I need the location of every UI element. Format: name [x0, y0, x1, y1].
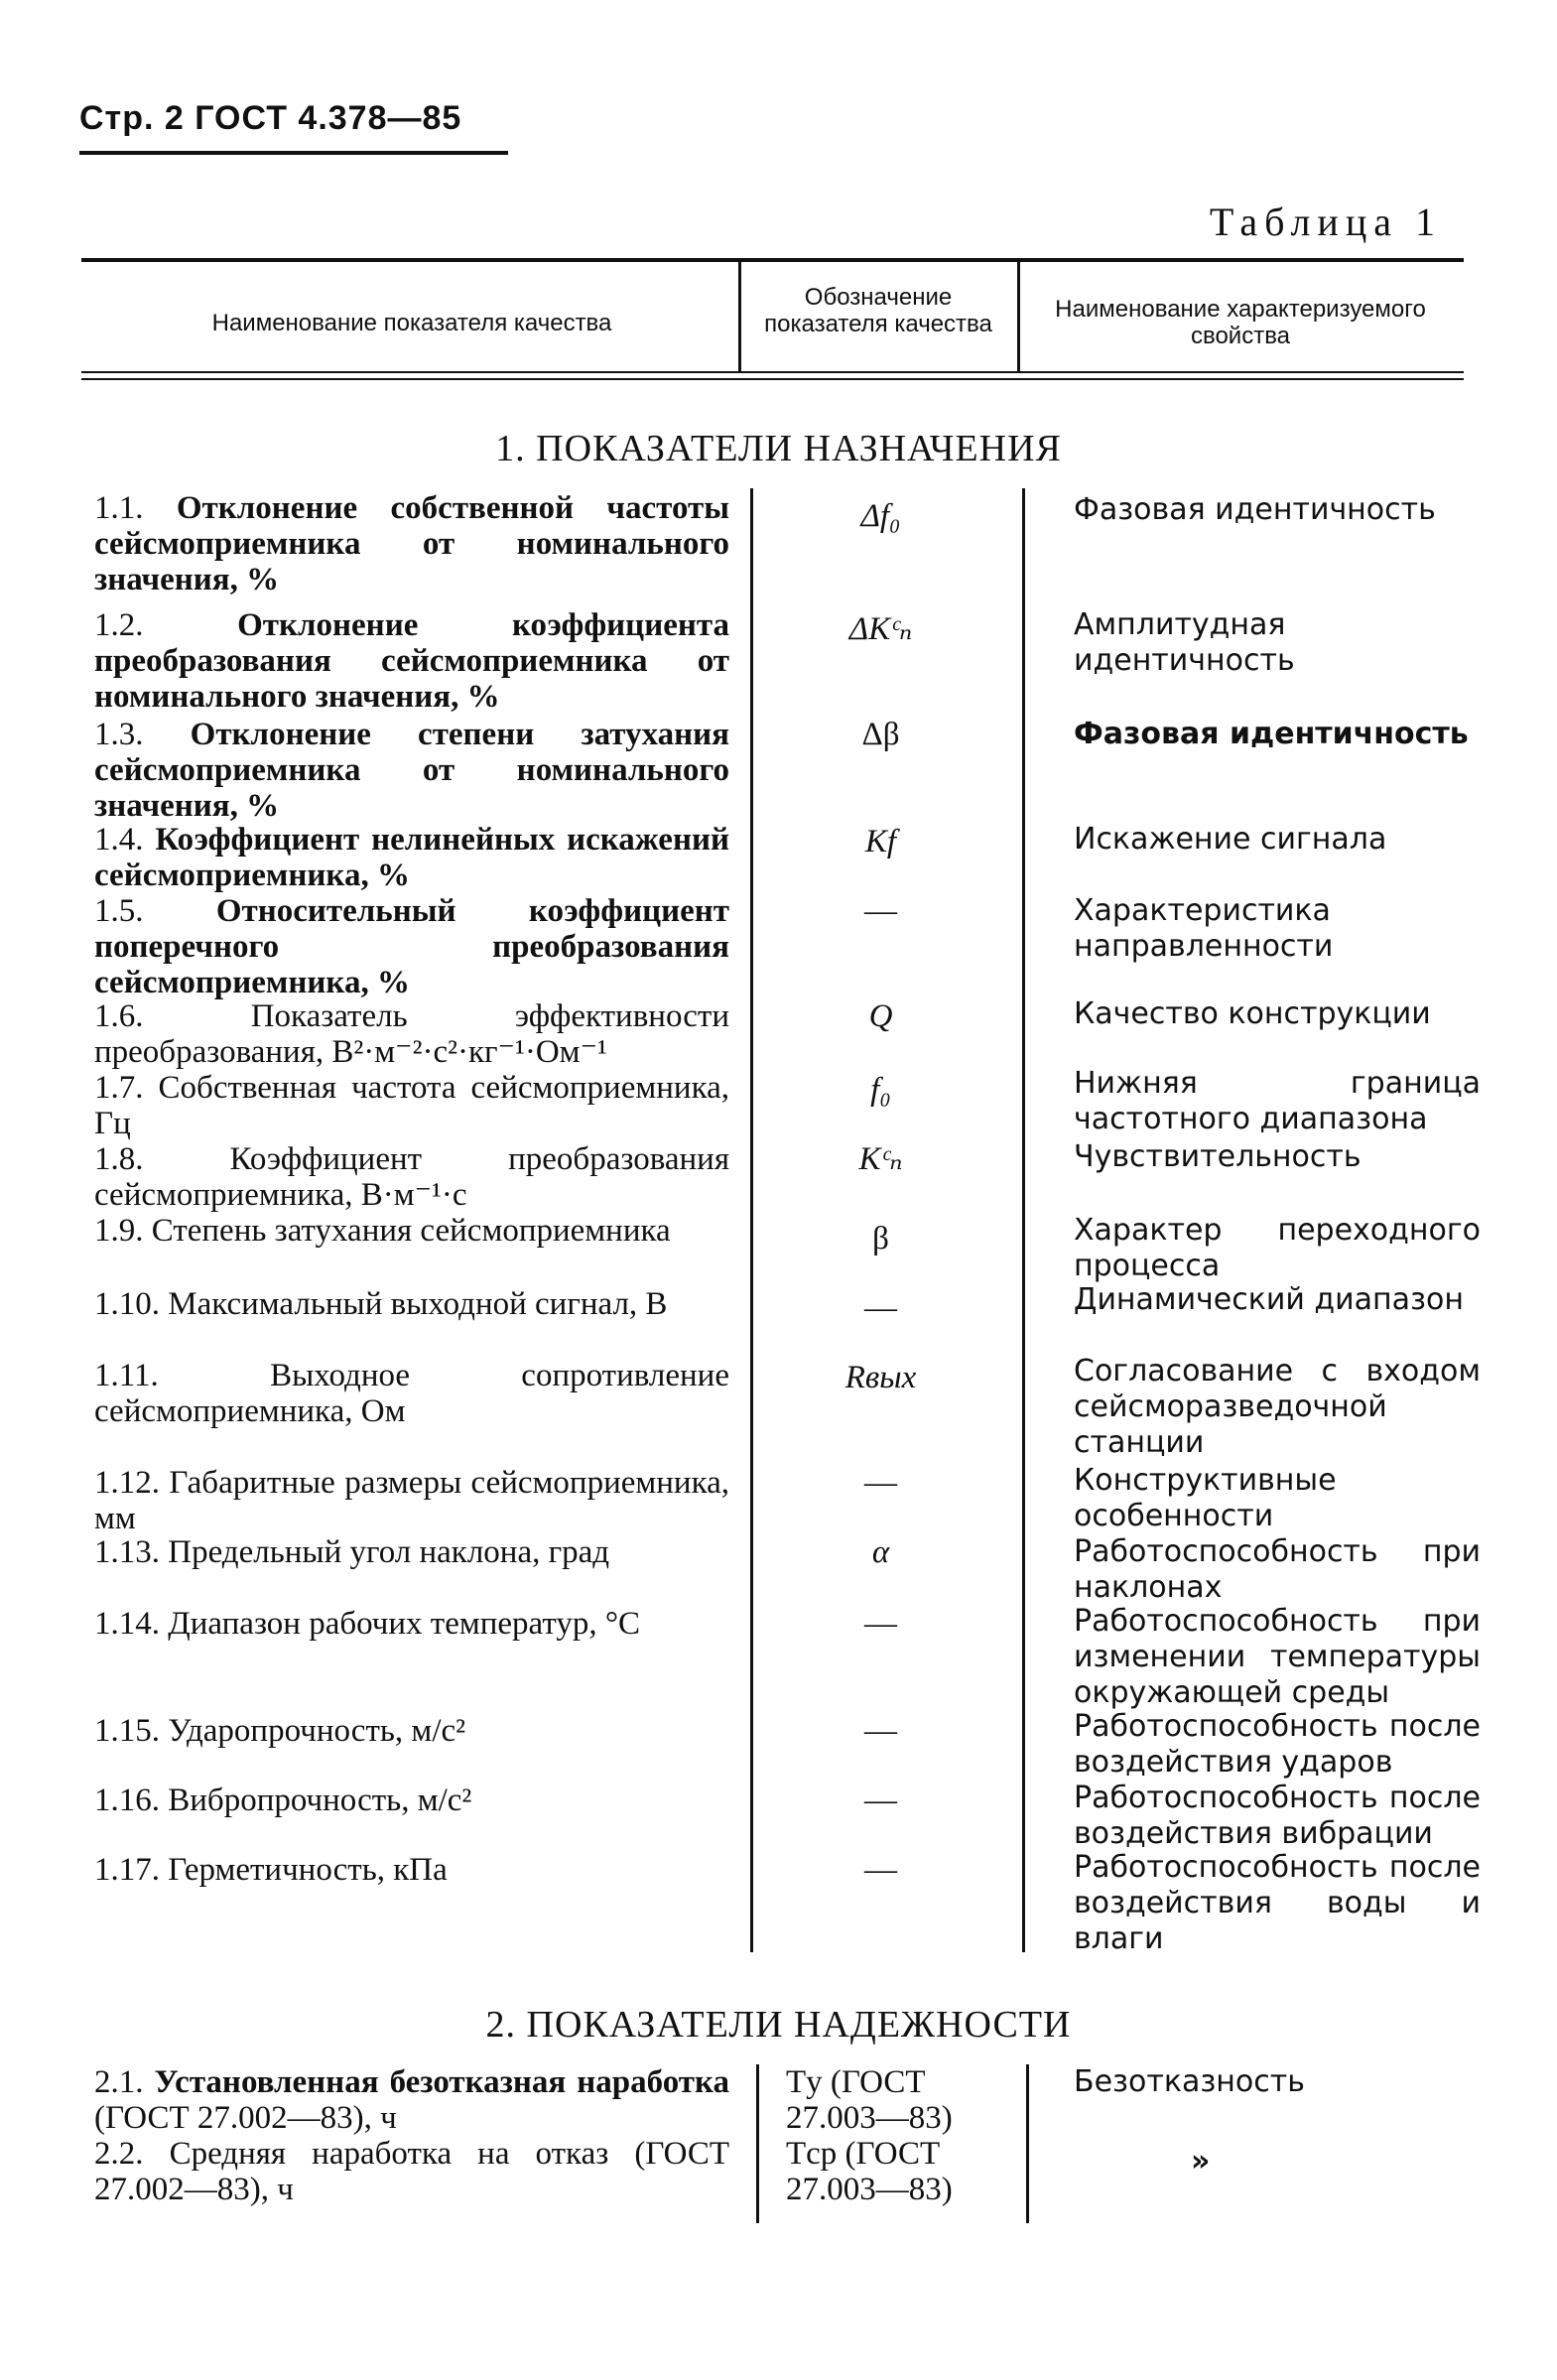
- indicator-property: Характер переходного процесса: [1074, 1213, 1481, 1283]
- indicator-text: Вибропрочность, м/с²: [168, 1783, 472, 1818]
- indicator-text: Показатель эффективности преобразования, В²·м⁻²·с²·кг⁻¹·Ом⁻¹: [94, 998, 729, 1070]
- indicator-name: [94, 822, 729, 893]
- indicator-symbol: —: [864, 1783, 897, 1818]
- column-divider: [1017, 262, 1020, 373]
- header-rule: [79, 151, 508, 155]
- indicator-text: Ударопрочность, м/с²: [168, 1713, 466, 1749]
- indicator-name: [94, 1070, 729, 1141]
- indicator-symbol: Q: [868, 998, 893, 1034]
- indicator-symbol: Tу (ГОСТ 27.003—83): [786, 2064, 953, 2136]
- indicator-number: 1.12.: [94, 1465, 160, 1501]
- indicator-number: 1.9.: [94, 1213, 144, 1249]
- indicator-text: Коэффициент преобразования сейсмоприемника, В·м⁻¹·с: [94, 1141, 729, 1213]
- indicator-property: Динамический диапазон: [1074, 1282, 1464, 1317]
- indicator-number: 2.1.: [94, 2064, 144, 2100]
- indicator-number: 1.14.: [94, 1606, 160, 1642]
- indicator-property: Работоспособность после воздействия вибрации: [1074, 1781, 1481, 1851]
- indicator-property: Работоспособность при наклонах: [1074, 1534, 1481, 1605]
- indicator-text: (ГОСТ 27.002—83), ч: [94, 2100, 397, 2136]
- column-header-symbol: Обозначение показателя качества: [764, 284, 992, 337]
- indicator-symbol: —: [864, 893, 897, 929]
- indicator-name: [94, 998, 729, 1070]
- indicator-number: 1.15.: [94, 1713, 160, 1749]
- indicator-name: [94, 1713, 729, 1749]
- indicator-property: »: [1191, 2144, 1211, 2179]
- indicator-symbol: Kᶜₙ: [858, 1141, 903, 1177]
- indicator-property: Конструктивные особенности: [1074, 1463, 1337, 1533]
- indicator-text: Герметичность, кПа: [168, 1852, 448, 1888]
- indicator-property: Искажение сигнала: [1074, 822, 1387, 857]
- indicator-text: Максимальный выходной сигнал, В: [168, 1286, 668, 1322]
- indicator-number: 1.4.: [94, 822, 144, 858]
- section-title: 1. ПОКАЗАТЕЛИ НАЗНАЧЕНИЯ: [495, 428, 1062, 469]
- indicator-name: [94, 2136, 729, 2207]
- indicator-symbol: —: [864, 1606, 897, 1642]
- indicator-text: Отклонение степени затухания сейсмоприемника от номинального значения, %: [94, 717, 730, 824]
- indicator-text: Относительный коэффициент поперечного преобразования сейсмоприемника, %: [94, 893, 730, 1000]
- indicator-property: Безотказность: [1074, 2064, 1305, 2099]
- column-divider: [1022, 488, 1025, 1952]
- indicator-symbol: α: [871, 1534, 890, 1570]
- indicator-text: Отклонение собственной частоты сейсмоприемника от номинального значения, %: [94, 490, 729, 597]
- indicator-property: Фазовая идентичность: [1074, 717, 1469, 751]
- indicator-number: 1.7.: [94, 1070, 144, 1106]
- indicator-text: Выходное сопротивление сейсмоприемника, Ом: [94, 1358, 729, 1429]
- indicator-text: Отклонение коэффициента преобразования сейсмоприемника от номинального значения, %: [94, 607, 729, 715]
- indicator-symbol: Kf: [864, 824, 897, 859]
- indicator-symbol: f₀: [870, 1072, 891, 1108]
- indicator-name: [94, 893, 729, 1000]
- indicator-name: [94, 1534, 729, 1570]
- indicator-name: [94, 607, 729, 715]
- indicator-property: Качество конструкции: [1074, 996, 1431, 1031]
- indicator-name: [94, 1852, 729, 1888]
- indicator-name: [94, 1783, 729, 1818]
- column-header-name: Наименование показателя качества: [211, 310, 612, 336]
- indicator-name: [94, 1141, 729, 1213]
- indicator-property: Амплитудная идентичность: [1074, 607, 1295, 678]
- indicator-symbol: ΔKᶜₙ: [848, 611, 913, 647]
- indicator-number: 2.2.: [94, 2136, 144, 2172]
- indicator-symbol: Rвых: [844, 1360, 917, 1395]
- indicator-name: [94, 1213, 729, 1249]
- indicator-property: Работоспособность после воздействия воды и влаги: [1074, 1850, 1481, 1956]
- indicator-text: Степень затухания сейсмоприемника: [151, 1213, 671, 1249]
- indicator-number: 1.11.: [94, 1358, 159, 1393]
- indicator-property: Согласование с входом сейсморазведочной станции: [1074, 1354, 1481, 1460]
- indicator-symbol: —: [864, 1290, 897, 1326]
- column-divider: [750, 488, 753, 1952]
- indicator-number: 1.10.: [94, 1286, 160, 1322]
- indicator-property: Нижняя граница частотного диапазона: [1074, 1066, 1481, 1136]
- indicator-number: 1.3.: [94, 717, 144, 752]
- indicator-name: [94, 1606, 729, 1642]
- indicator-name: [94, 2064, 729, 2136]
- indicator-name: [94, 717, 729, 824]
- indicator-symbol: —: [864, 1465, 897, 1501]
- indicator-text: Средняя наработка на отказ (ГОСТ 27.002—83), ч: [94, 2136, 729, 2207]
- indicator-number: 1.16.: [94, 1783, 160, 1818]
- indicator-text: Коэффициент нелинейных искажений сейсмоприемника, %: [94, 822, 729, 893]
- indicator-symbol: β: [872, 1221, 889, 1256]
- header-double-rule: [81, 378, 1464, 380]
- column-divider: [1026, 2064, 1029, 2223]
- indicator-number: 1.17.: [94, 1852, 160, 1888]
- indicator-name: [94, 1286, 729, 1322]
- indicator-number: 1.13.: [94, 1534, 160, 1570]
- table-top-rule: [81, 258, 1464, 262]
- indicator-name: [94, 1465, 729, 1536]
- indicator-number: 1.6.: [94, 998, 144, 1034]
- indicator-property: Чувствительность: [1074, 1139, 1362, 1174]
- indicator-number: 1.1.: [94, 490, 144, 526]
- indicator-property: Работоспособность при изменении температуры окружающей среды: [1074, 1604, 1481, 1710]
- indicator-name: [94, 1358, 729, 1429]
- table-label: Таблица 1: [1209, 199, 1442, 244]
- indicator-name: [94, 490, 729, 597]
- indicator-property: Фазовая идентичность: [1074, 492, 1436, 527]
- column-divider: [738, 262, 741, 373]
- header-double-rule: [81, 371, 1464, 373]
- column-divider: [756, 2064, 759, 2223]
- page-header: Стр. 2 ГОСТ 4.378—85: [79, 99, 462, 137]
- indicator-number: 1.2.: [94, 607, 144, 643]
- column-header-property: Наименование характеризуемого свойства: [1055, 296, 1426, 349]
- indicator-number: 1.8.: [94, 1141, 144, 1177]
- indicator-text: Габаритные размеры сейсмоприемника, мм: [94, 1465, 730, 1536]
- indicator-symbol: —: [864, 1852, 897, 1888]
- section-title: 2. ПОКАЗАТЕЛИ НАДЕЖНОСТИ: [485, 2004, 1072, 2046]
- indicator-text: Предельный угол наклона, град: [168, 1534, 610, 1570]
- indicator-symbol: —: [864, 1713, 897, 1749]
- indicator-text-bold: Установленная безотказная наработка: [154, 2064, 729, 2100]
- indicator-number: 1.5.: [94, 893, 144, 929]
- indicator-symbol: Δf₀: [860, 498, 901, 534]
- indicator-property: Работоспособность после воздействия ударов: [1074, 1709, 1481, 1780]
- indicator-symbol: Δβ: [861, 717, 900, 752]
- indicator-symbol: Tср (ГОСТ 27.003—83): [786, 2136, 953, 2207]
- indicator-text: Собственная частота сейсмоприемника, Гц: [94, 1070, 729, 1141]
- indicator-property: Характеристика направленности: [1074, 893, 1334, 964]
- indicator-text: Диапазон рабочих температур, °С: [168, 1606, 641, 1642]
